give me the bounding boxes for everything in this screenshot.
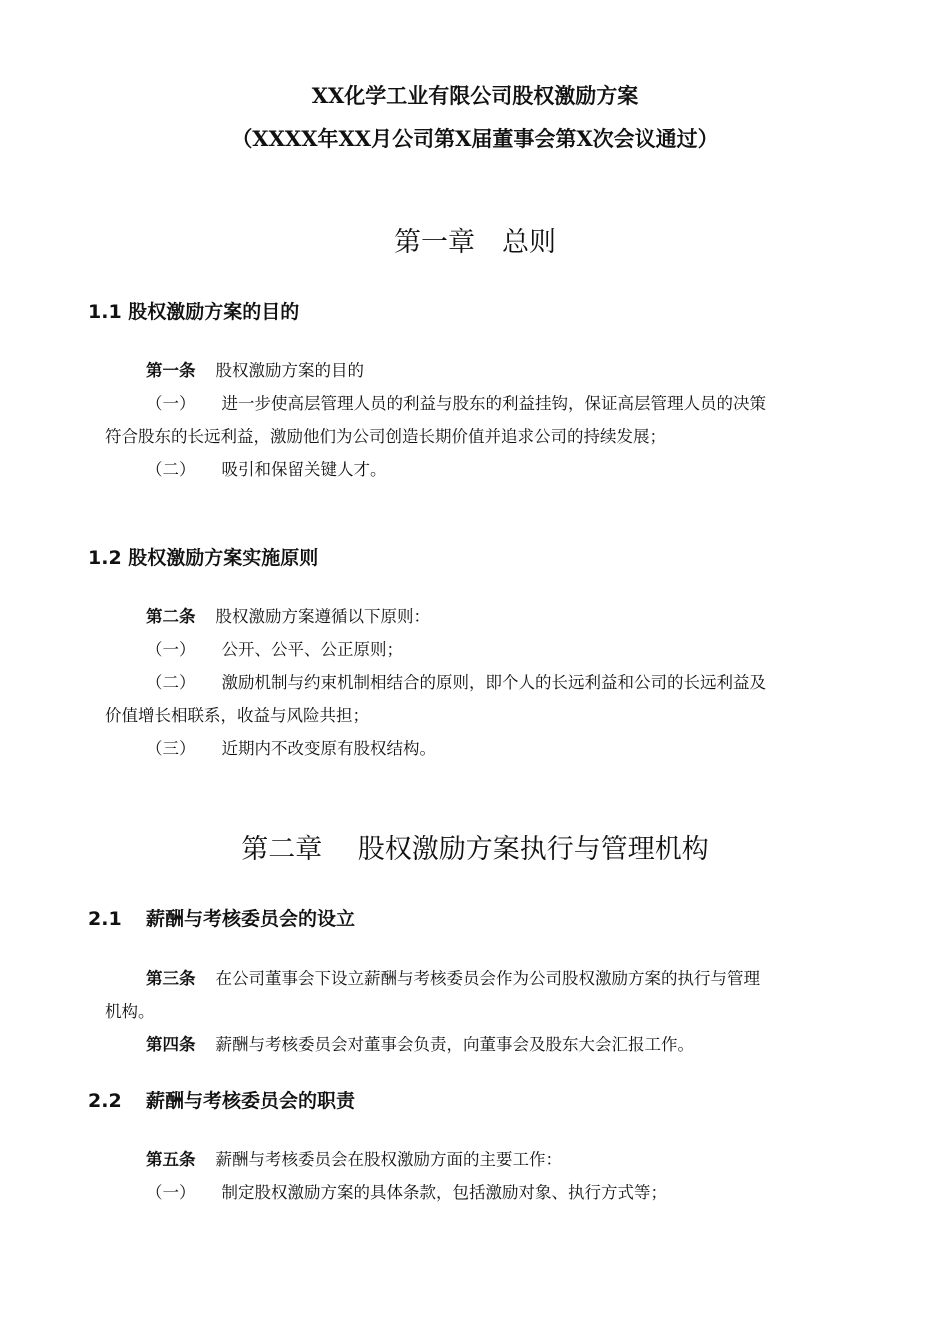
section-number: 2.1	[88, 908, 122, 930]
section-title: 薪酬与考核委员会的职责	[146, 1090, 356, 1112]
article-1	[146, 357, 364, 381]
item-text: 公开、公平、公正原则；	[221, 640, 403, 659]
section-title: 股权激励方案的目的	[128, 301, 300, 323]
list-item	[146, 669, 766, 693]
document-title: XX化学工业有限公司股权激励方案	[311, 83, 639, 108]
item-label: （二）	[146, 460, 196, 479]
section-2-1-heading	[88, 904, 355, 931]
article-label: 第五条	[146, 1150, 196, 1169]
item-text: 吸引和保留关键人才。	[221, 460, 387, 479]
article-continuation: 机构。	[105, 1002, 155, 1021]
section-title: 薪酬与考核委员会的设立	[146, 908, 356, 930]
item-label: （三）	[146, 739, 196, 758]
article-text: 在公司董事会下设立薪酬与考核委员会作为公司股权激励方案的执行与管理	[215, 969, 760, 988]
article-text: 股权激励方案遵循以下原则：	[215, 607, 430, 626]
section-2-2-heading	[88, 1086, 355, 1113]
item-text: 制定股权激励方案的具体条款，包括激励对象、执行方式等；	[221, 1183, 667, 1202]
section-1-2-heading	[88, 543, 318, 570]
article-label: 第一条	[146, 361, 196, 380]
article-label: 第三条	[146, 969, 196, 988]
article-2	[146, 603, 430, 627]
article-label: 第四条	[146, 1035, 196, 1054]
item-text: 激励机制与约束机制相结合的原则，即个人的长远利益和公司的长远利益及	[221, 673, 766, 692]
article-text: 薪酬与考核委员会对董事会负责，向董事会及股东大会汇报工作。	[215, 1035, 694, 1054]
item-label: （一）	[146, 394, 196, 413]
article-5	[146, 1146, 562, 1170]
list-item	[146, 456, 387, 480]
article-text: 薪酬与考核委员会在股权激励方面的主要工作：	[215, 1150, 562, 1169]
list-item	[146, 390, 766, 414]
item-label: （二）	[146, 673, 196, 692]
section-1-1-heading	[88, 297, 299, 324]
article-text: 股权激励方案的目的	[215, 361, 364, 380]
article-4	[146, 1031, 694, 1055]
section-number: 1.1	[88, 301, 122, 323]
section-title: 股权激励方案实施原则	[128, 547, 319, 569]
list-item	[146, 735, 436, 759]
section-number: 1.2	[88, 547, 122, 569]
item-label: （一）	[146, 640, 196, 659]
article-3	[146, 965, 760, 989]
document-subtitle: （XXXX年XX月公司第X届董事会第X次会议通过）	[231, 126, 719, 151]
list-item	[146, 1179, 667, 1203]
item-label: （一）	[146, 1183, 196, 1202]
chapter-1-heading: 第一章 总则	[394, 227, 556, 258]
list-item	[146, 636, 403, 660]
chapter-2-heading: 第二章 股权激励方案执行与管理机构	[241, 834, 709, 865]
section-number: 2.2	[88, 1090, 122, 1112]
list-item-continuation: 符合股东的长远利益，激励他们为公司创造长期价值并追求公司的持续发展；	[105, 427, 666, 446]
item-text: 近期内不改变原有股权结构。	[221, 739, 436, 758]
article-label: 第二条	[146, 607, 196, 626]
item-text: 进一步使高层管理人员的利益与股东的利益挂钩，保证高层管理人员的决策	[221, 394, 766, 413]
list-item-continuation: 价值增长相联系，收益与风险共担；	[105, 706, 369, 725]
